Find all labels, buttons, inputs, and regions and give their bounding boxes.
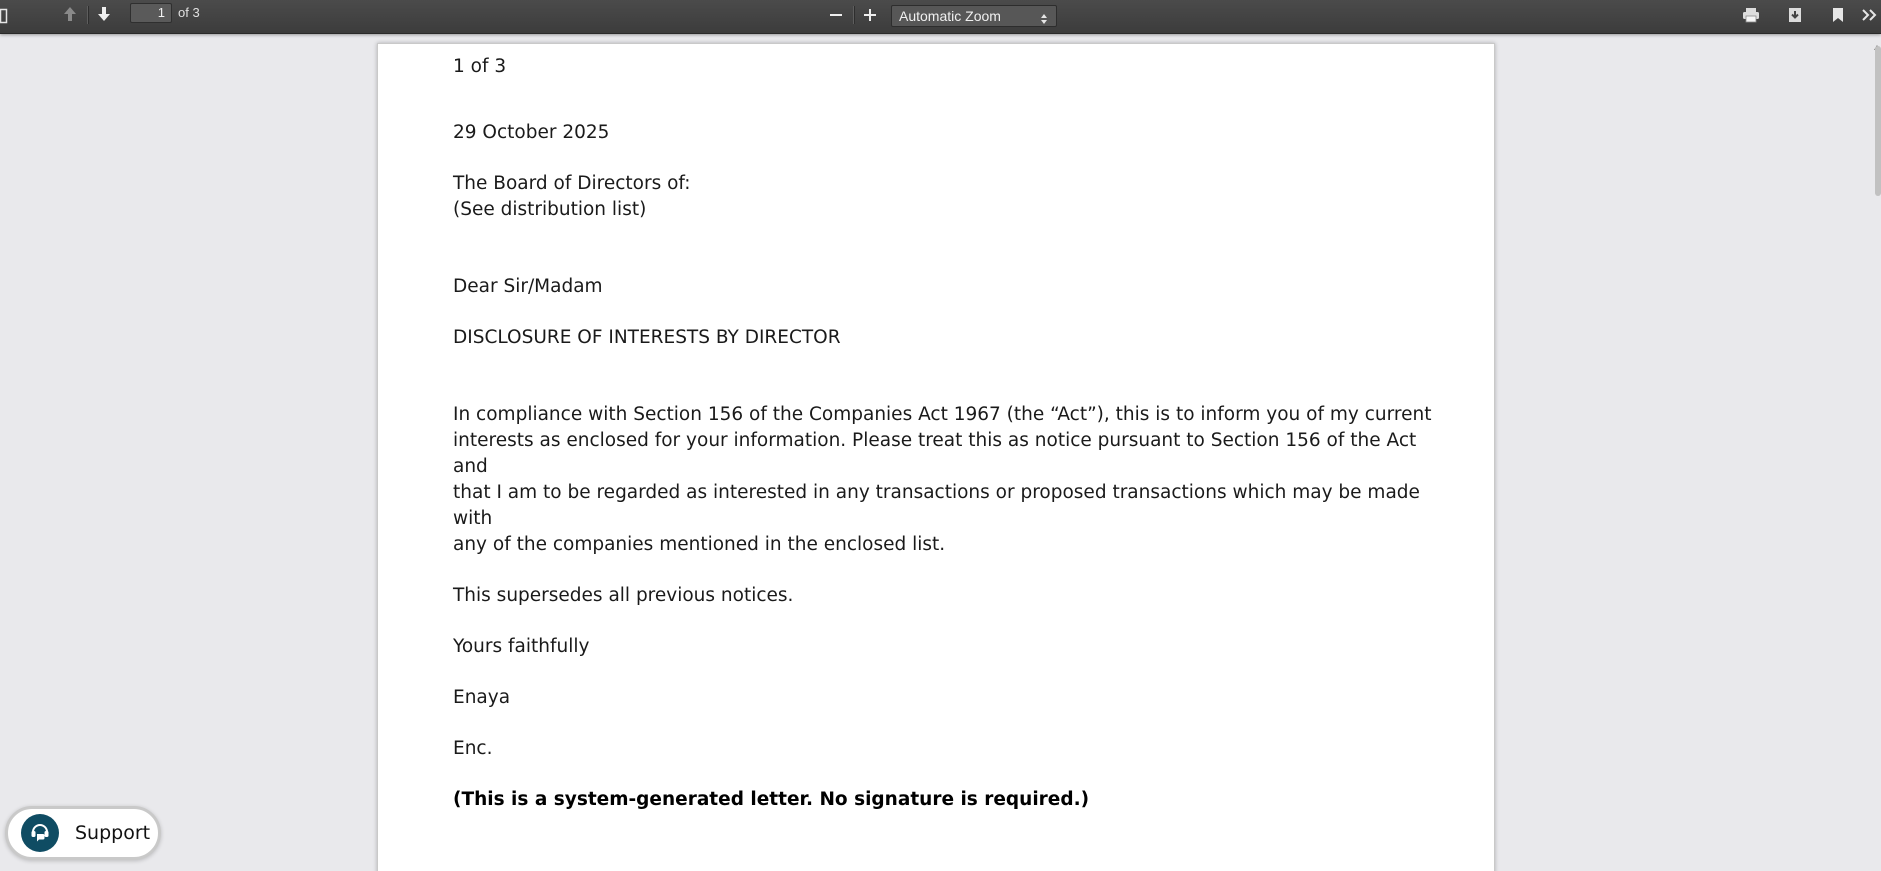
zoom-select[interactable] xyxy=(891,5,1057,27)
previous-page-icon[interactable] xyxy=(58,3,82,25)
letter-date: 29 October 2025 xyxy=(453,122,610,143)
body-line: interests as enclosed for your information. Please treat this as notice pursuant to Section 156 of the Act and xyxy=(453,430,1417,477)
zoom-in-icon[interactable] xyxy=(858,4,882,26)
recipient-line: (See distribution list) xyxy=(453,199,647,220)
signatory-name: Enaya xyxy=(453,687,511,708)
body-line: any of the companies mentioned in the enclosed list. xyxy=(453,534,946,555)
chat-support-icon xyxy=(21,814,59,852)
support-button[interactable] xyxy=(5,806,161,860)
body-line: In compliance with Section 156 of the Companies Act 1967 (the “Act”), this is to inform you of my current xyxy=(453,404,1432,425)
letter-subject: DISCLOSURE OF INTERESTS BY DIRECTOR xyxy=(453,327,841,348)
salutation: Dear Sir/Madam xyxy=(453,276,603,297)
zoom-out-icon[interactable] xyxy=(824,4,848,26)
supersedes-note: This supersedes all previous notices. xyxy=(453,585,794,606)
tools-icon[interactable] xyxy=(1858,4,1881,26)
download-icon[interactable] xyxy=(1782,4,1808,26)
zoom-select-value: Automatic Zoom xyxy=(899,8,1001,24)
select-arrows-icon xyxy=(1040,10,1048,30)
next-page-icon[interactable] xyxy=(92,3,116,25)
vertical-scrollbar[interactable] xyxy=(1873,38,1881,871)
system-generated-note: (This is a system-generated letter. No signature is required.) xyxy=(453,789,1090,810)
pdf-page xyxy=(377,43,1495,871)
page-count-label: of 3 xyxy=(178,5,200,20)
bookmark-icon[interactable] xyxy=(1826,4,1850,26)
closing: Yours faithfully xyxy=(453,636,590,657)
enclosure-note: Enc. xyxy=(453,738,493,759)
recipient-line: The Board of Directors of: xyxy=(453,173,691,194)
toolbar-separator xyxy=(87,6,89,24)
letter-content xyxy=(453,54,1443,813)
page-number-input[interactable]: 1 xyxy=(130,3,172,23)
body-line: that I am to be regarded as interested in any transactions or proposed transactions which may be made with xyxy=(453,482,1420,529)
pdf-toolbar xyxy=(0,0,1881,34)
page-label: 1 of 3 xyxy=(453,56,507,77)
toolbar-separator xyxy=(853,6,855,24)
support-label: Support xyxy=(75,822,151,844)
document-viewer[interactable] xyxy=(0,34,1881,871)
sidebar-toggle-icon[interactable] xyxy=(0,7,8,25)
scroll-thumb[interactable] xyxy=(1875,46,1881,196)
print-icon[interactable] xyxy=(1738,4,1764,26)
